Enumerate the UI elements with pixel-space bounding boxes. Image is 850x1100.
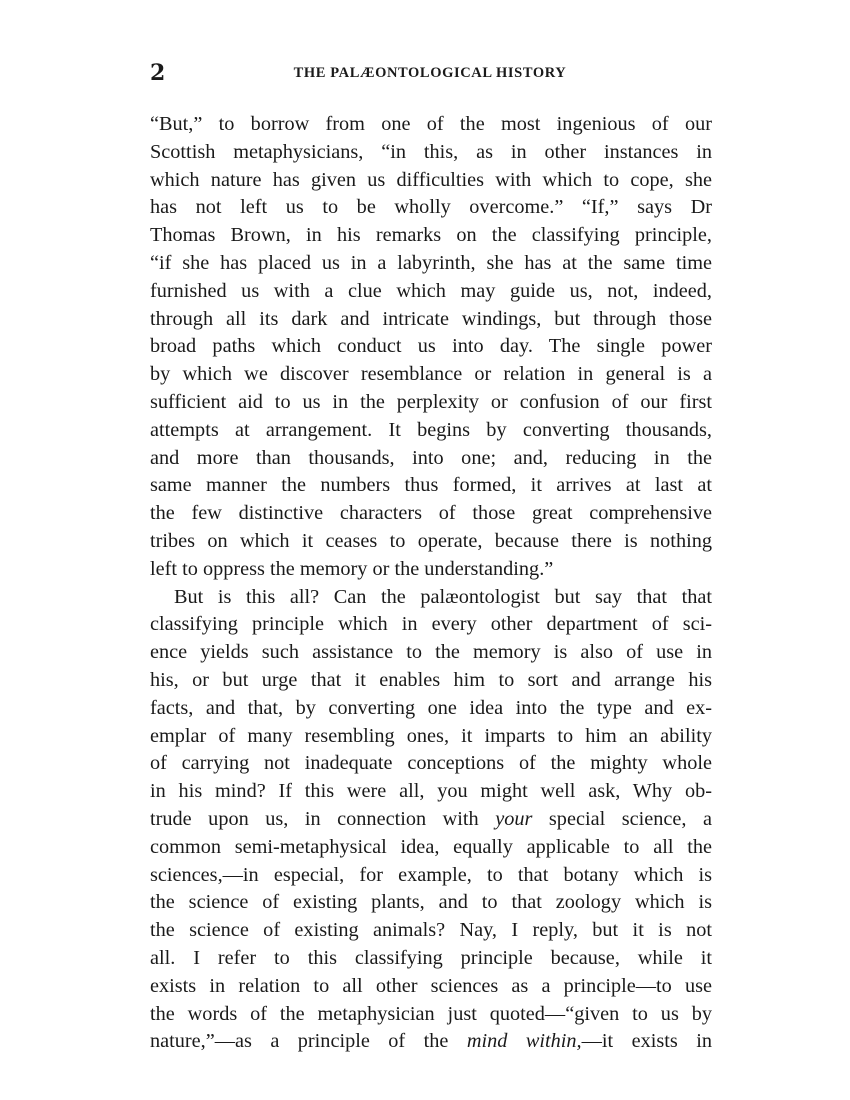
text-line: all. I refer to this classifying principle because, while it [150,946,712,969]
italic-text: mind within, [466,1030,582,1053]
text-line: and more than thousands, into one; and, reducing in the [150,446,712,469]
text-line: “But,” to borrow from one of the most ingenious of our [150,113,712,135]
text-line: tribes on which it ceases to operate, because there is nothing [150,529,712,552]
text-line-with-italic [150,806,712,834]
text-line: left to oppress the memory or the understanding.” [150,557,554,580]
text-line: broad paths which conduct us into day. The single power [150,335,712,358]
paragraph-start-line: But is this all? Can the palæontologist but say that that [174,585,712,608]
text-line: exists in relation to all other sciences as a principle—to use [150,974,712,997]
text-line: has not left us to be wholly overcome.” “If,” says Dr [150,196,712,219]
page-number: 2 [150,60,166,86]
text-segment: special science, a [532,807,712,830]
text-line-with-italic [150,1028,712,1056]
body-text [150,111,712,1056]
text-line: the science of existing animals? Nay, I reply, but it is not [150,919,712,942]
text-line: sufficient aid to us in the perplexity or confusion of our first [150,390,712,413]
text-line: Thomas Brown, in his remarks on the classifying principle, [150,224,712,247]
text-line: the words of the metaphysician just quoted—“given to us by [150,1002,712,1025]
text-line: Scottish metaphysicians, “in this, as in other instances in [150,140,712,163]
running-title: THE PALÆONTOLOGICAL HISTORY [293,65,567,81]
text-line: his, or but urge that it enables him to sort and arrange his [150,668,712,691]
text-line: same manner the numbers thus formed, it arrives at last at [150,474,712,497]
text-line: “if she has placed us in a labyrinth, she has at the same time [150,251,712,274]
text-segment: nature,”—as a principle of the [150,1030,467,1053]
text-line: the science of existing plants, and to that zoology which is [150,891,712,914]
text-line: through all its dark and intricate windings, but through those [150,307,712,330]
text-line: the few distinctive characters of those great comprehensive [150,502,712,525]
text-line: sciences,—in especial, for example, to that botany which is [150,863,712,886]
text-line: common semi-metaphysical idea, equally applicable to all the [150,835,712,858]
text-segment: —it exists in [581,1030,712,1053]
text-line: facts, and that, by converting one idea into the type and ex- [150,696,712,719]
text-line: which nature has given us difficulties with which to cope, she [150,168,712,191]
italic-text: your [495,807,533,830]
running-head [150,60,710,86]
text-line: of carrying not inadequate conceptions of the mighty whole [150,752,712,775]
text-segment: trude upon us, in connection with [150,807,496,830]
text-line: by which we discover resemblance or relation in general is a [150,363,712,386]
text-line: attempts at arrangement. It begins by converting thousands, [150,418,712,441]
text-line: classifying principle which in every other department of sci- [150,613,712,636]
text-line: emplar of many resembling ones, it imparts to him an ability [150,724,712,747]
text-line: furnished us with a clue which may guide us, not, indeed, [150,279,712,302]
text-line: ence yields such assistance to the memory is also of use in [150,641,712,664]
text-line: in his mind? If this were all, you might well ask, Why ob- [150,780,712,803]
